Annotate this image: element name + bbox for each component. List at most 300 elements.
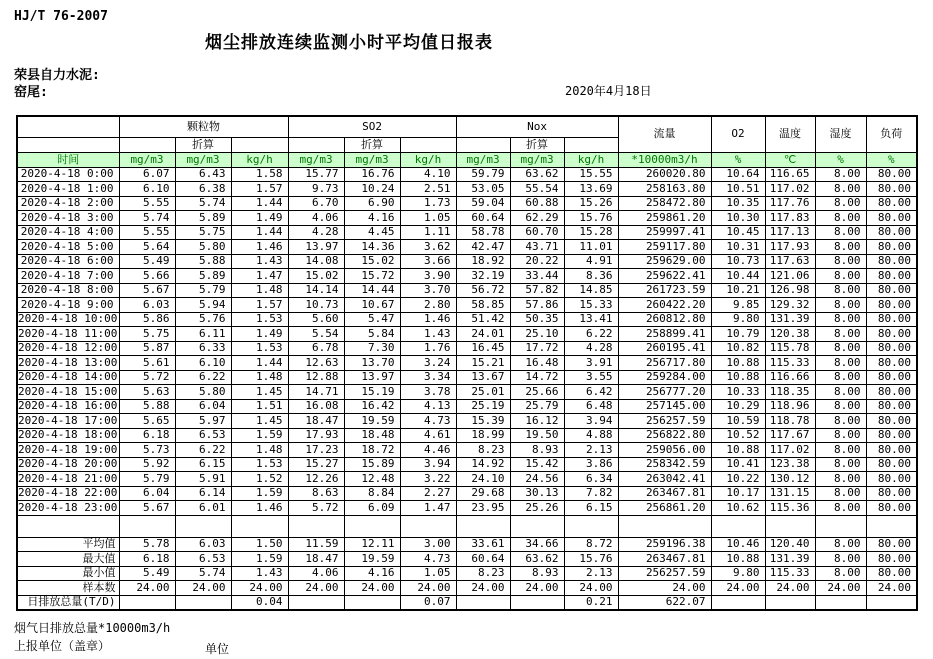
value-cell: 117.93 bbox=[765, 240, 815, 255]
value-cell: 258163.80 bbox=[618, 182, 711, 197]
value-cell: 59.04 bbox=[456, 196, 510, 211]
summary-value-cell: 80.00 bbox=[866, 566, 917, 581]
blank-cell bbox=[400, 515, 456, 537]
summary-label: 日排放总量(T/D) bbox=[17, 595, 119, 610]
value-cell: 121.06 bbox=[765, 269, 815, 284]
company-name: 荣县自力水泥: bbox=[14, 68, 100, 83]
summary-value-cell: 1.59 bbox=[231, 552, 288, 567]
blank-cell bbox=[564, 515, 618, 537]
summary-value-cell: 18.47 bbox=[288, 552, 344, 567]
value-cell: 115.33 bbox=[765, 356, 815, 371]
summary-value-cell: 8.00 bbox=[815, 552, 866, 567]
value-cell: 6.03 bbox=[119, 298, 175, 313]
value-cell: 15.72 bbox=[344, 269, 400, 284]
summary-value-cell: 6.03 bbox=[175, 537, 231, 552]
summary-value-cell: 120.40 bbox=[765, 537, 815, 552]
value-cell: 5.74 bbox=[175, 196, 231, 211]
value-cell: 14.92 bbox=[456, 457, 510, 472]
summary-value-cell: 3.00 bbox=[400, 537, 456, 552]
value-cell: 6.38 bbox=[175, 182, 231, 197]
value-cell: 5.94 bbox=[175, 298, 231, 313]
value-cell: 5.80 bbox=[175, 385, 231, 400]
value-cell: 6.70 bbox=[288, 196, 344, 211]
value-cell: 117.67 bbox=[765, 428, 815, 443]
value-cell: 1.53 bbox=[231, 341, 288, 356]
value-cell: 6.04 bbox=[175, 399, 231, 414]
value-cell: 7.82 bbox=[564, 486, 618, 501]
value-cell: 1.44 bbox=[231, 196, 288, 211]
value-cell: 15.55 bbox=[564, 167, 618, 182]
value-cell: 126.98 bbox=[765, 283, 815, 298]
value-cell: 261723.59 bbox=[618, 283, 711, 298]
summary-row bbox=[17, 566, 917, 581]
value-cell: 5.97 bbox=[175, 414, 231, 429]
table-row bbox=[17, 269, 917, 284]
summary-value-cell: 24.00 bbox=[231, 581, 288, 596]
value-cell: 10.73 bbox=[711, 254, 765, 269]
value-cell: 8.00 bbox=[815, 327, 866, 342]
summary-value-cell: 8.23 bbox=[456, 566, 510, 581]
table-row bbox=[17, 414, 917, 429]
summary-value-cell: 63.62 bbox=[510, 552, 564, 567]
header-group-0: 颗粒物 bbox=[119, 116, 288, 137]
value-cell: 5.55 bbox=[119, 196, 175, 211]
time-cell: 2020-4-18 10:00 bbox=[18, 312, 118, 326]
value-cell: 14.85 bbox=[564, 283, 618, 298]
value-cell: 19.59 bbox=[344, 414, 400, 429]
value-cell: 5.63 bbox=[119, 385, 175, 400]
value-cell: 1.53 bbox=[231, 312, 288, 327]
value-cell: 120.38 bbox=[765, 327, 815, 342]
value-cell: 15.26 bbox=[564, 196, 618, 211]
value-cell: 16.48 bbox=[510, 356, 564, 371]
value-cell: 8.00 bbox=[815, 211, 866, 226]
summary-value-cell: 80.00 bbox=[866, 537, 917, 552]
value-cell: 30.13 bbox=[510, 486, 564, 501]
value-cell: 1.47 bbox=[231, 269, 288, 284]
value-cell: 8.00 bbox=[815, 167, 866, 182]
summary-value-cell bbox=[175, 595, 231, 610]
value-cell: 15.33 bbox=[564, 298, 618, 313]
header-unit-0: mg/m3 bbox=[119, 152, 175, 167]
value-cell: 129.32 bbox=[765, 298, 815, 313]
value-cell: 15.77 bbox=[288, 167, 344, 182]
value-cell: 1.59 bbox=[231, 428, 288, 443]
table-row bbox=[17, 356, 917, 371]
value-cell: 3.24 bbox=[400, 356, 456, 371]
value-cell: 8.63 bbox=[288, 486, 344, 501]
value-cell: 16.45 bbox=[456, 341, 510, 356]
summary-value-cell: 10.88 bbox=[711, 552, 765, 567]
blank-cell bbox=[618, 515, 711, 537]
footer-flue-total: 烟气日排放总量*10000m3/h bbox=[14, 621, 171, 635]
header-unit-13: % bbox=[866, 152, 917, 167]
value-cell: 259117.80 bbox=[618, 240, 711, 255]
value-cell: 58.85 bbox=[456, 298, 510, 313]
value-cell: 10.17 bbox=[711, 486, 765, 501]
blank-cell bbox=[175, 515, 231, 537]
summary-value-cell: 33.61 bbox=[456, 537, 510, 552]
value-cell: 10.79 bbox=[711, 327, 765, 342]
summary-value-cell: 4.06 bbox=[288, 566, 344, 581]
value-cell: 16.12 bbox=[510, 414, 564, 429]
value-cell: 80.00 bbox=[866, 196, 917, 211]
summary-value-cell: 1.05 bbox=[400, 566, 456, 581]
value-cell: 80.00 bbox=[866, 486, 917, 501]
header-single-3: 湿度 bbox=[815, 116, 866, 152]
value-cell: 15.39 bbox=[456, 414, 510, 429]
value-cell: 10.88 bbox=[711, 356, 765, 371]
value-cell: 80.00 bbox=[866, 370, 917, 385]
table-row bbox=[17, 196, 917, 211]
summary-value-cell bbox=[119, 595, 175, 610]
footer-unit: 单位 bbox=[205, 642, 230, 656]
value-cell: 4.13 bbox=[400, 399, 456, 414]
value-cell: 1.53 bbox=[231, 457, 288, 472]
value-cell: 1.45 bbox=[231, 385, 288, 400]
value-cell: 256861.20 bbox=[618, 501, 711, 516]
value-cell: 17.93 bbox=[288, 428, 344, 443]
value-cell: 8.00 bbox=[815, 298, 866, 313]
summary-value-cell: 19.59 bbox=[344, 552, 400, 567]
summary-value-cell: 256257.59 bbox=[618, 566, 711, 581]
value-cell: 3.55 bbox=[564, 370, 618, 385]
value-cell: 8.00 bbox=[815, 356, 866, 371]
header-sub-blank bbox=[119, 137, 175, 152]
value-cell: 260020.80 bbox=[618, 167, 711, 182]
value-cell: 3.90 bbox=[400, 269, 456, 284]
value-cell: 10.41 bbox=[711, 457, 765, 472]
value-cell: 118.96 bbox=[765, 399, 815, 414]
value-cell: 258472.80 bbox=[618, 196, 711, 211]
value-cell: 6.15 bbox=[564, 501, 618, 516]
table-row bbox=[17, 341, 917, 356]
value-cell: 8.00 bbox=[815, 428, 866, 443]
page-title: 烟尘排放连续监测小时平均值日报表 bbox=[205, 33, 493, 53]
blank-cell bbox=[456, 515, 510, 537]
value-cell: 8.00 bbox=[815, 414, 866, 429]
time-cell: 2020-4-18 12:00 bbox=[18, 341, 118, 355]
table-row bbox=[17, 472, 917, 487]
value-cell: 33.44 bbox=[510, 269, 564, 284]
value-cell: 1.48 bbox=[231, 370, 288, 385]
summary-value-cell: 24.00 bbox=[711, 581, 765, 596]
value-cell: 123.38 bbox=[765, 457, 815, 472]
header-unit-6: mg/m3 bbox=[456, 152, 510, 167]
value-cell: 42.47 bbox=[456, 240, 510, 255]
time-cell: 2020-4-18 21:00 bbox=[18, 471, 118, 485]
blank-cell bbox=[711, 515, 765, 537]
value-cell: 10.35 bbox=[711, 196, 765, 211]
value-cell: 117.02 bbox=[765, 443, 815, 458]
summary-value-cell: 263467.81 bbox=[618, 552, 711, 567]
value-cell: 1.47 bbox=[400, 501, 456, 516]
value-cell: 257145.00 bbox=[618, 399, 711, 414]
value-cell: 55.54 bbox=[510, 182, 564, 197]
value-cell: 14.08 bbox=[288, 254, 344, 269]
blank-cell bbox=[765, 515, 815, 537]
value-cell: 7.30 bbox=[344, 341, 400, 356]
header-unit-8: kg/h bbox=[564, 152, 618, 167]
summary-value-cell: 24.00 bbox=[344, 581, 400, 596]
value-cell: 60.88 bbox=[510, 196, 564, 211]
value-cell: 6.22 bbox=[175, 370, 231, 385]
value-cell: 5.88 bbox=[175, 254, 231, 269]
value-cell: 16.42 bbox=[344, 399, 400, 414]
summary-label: 平均值 bbox=[17, 537, 119, 552]
summary-label: 样本数 bbox=[17, 581, 119, 596]
summary-value-cell: 24.00 bbox=[866, 581, 917, 596]
value-cell: 14.14 bbox=[288, 283, 344, 298]
value-cell: 258899.41 bbox=[618, 327, 711, 342]
value-cell: 115.78 bbox=[765, 341, 815, 356]
time-cell: 2020-4-18 20:00 bbox=[18, 457, 118, 471]
value-cell: 4.91 bbox=[564, 254, 618, 269]
value-cell: 8.84 bbox=[344, 486, 400, 501]
blank-cell bbox=[119, 515, 175, 537]
summary-value-cell: 24.00 bbox=[288, 581, 344, 596]
value-cell: 8.00 bbox=[815, 225, 866, 240]
value-cell: 17.23 bbox=[288, 443, 344, 458]
value-cell: 2.51 bbox=[400, 182, 456, 197]
summary-label: 最大值 bbox=[17, 552, 119, 567]
summary-value-cell bbox=[765, 595, 815, 610]
value-cell: 23.95 bbox=[456, 501, 510, 516]
value-cell: 60.70 bbox=[510, 225, 564, 240]
value-cell: 18.99 bbox=[456, 428, 510, 443]
summary-value-cell: 34.66 bbox=[510, 537, 564, 552]
summary-value-cell: 1.43 bbox=[231, 566, 288, 581]
summary-value-cell: 4.16 bbox=[344, 566, 400, 581]
value-cell: 25.26 bbox=[510, 501, 564, 516]
value-cell: 3.62 bbox=[400, 240, 456, 255]
value-cell: 80.00 bbox=[866, 457, 917, 472]
value-cell: 259997.41 bbox=[618, 225, 711, 240]
value-cell: 15.02 bbox=[288, 269, 344, 284]
value-cell: 3.34 bbox=[400, 370, 456, 385]
value-cell: 5.89 bbox=[175, 211, 231, 226]
time-cell: 2020-4-18 2:00 bbox=[17, 196, 119, 211]
value-cell: 6.04 bbox=[119, 486, 175, 501]
value-cell: 5.75 bbox=[119, 327, 175, 342]
value-cell: 14.44 bbox=[344, 283, 400, 298]
value-cell: 1.44 bbox=[231, 356, 288, 371]
header-unit-9: *10000m3/h bbox=[618, 152, 711, 167]
value-cell: 3.78 bbox=[400, 385, 456, 400]
value-cell: 260422.20 bbox=[618, 298, 711, 313]
blank-cell bbox=[344, 515, 400, 537]
summary-value-cell: 115.33 bbox=[765, 566, 815, 581]
header-time-label: 时间 bbox=[17, 152, 119, 167]
value-cell: 5.72 bbox=[119, 370, 175, 385]
value-cell: 5.73 bbox=[119, 443, 175, 458]
value-cell: 8.00 bbox=[815, 457, 866, 472]
value-cell: 15.42 bbox=[510, 457, 564, 472]
table-row bbox=[17, 443, 917, 458]
value-cell: 10.64 bbox=[711, 167, 765, 182]
value-cell: 14.72 bbox=[510, 370, 564, 385]
value-cell: 10.44 bbox=[711, 269, 765, 284]
value-cell: 6.78 bbox=[288, 341, 344, 356]
summary-row bbox=[17, 552, 917, 567]
spacer-row bbox=[17, 515, 917, 537]
summary-value-cell: 24.00 bbox=[765, 581, 815, 596]
table-row bbox=[17, 428, 917, 443]
value-cell: 80.00 bbox=[866, 356, 917, 371]
value-cell: 5.79 bbox=[119, 472, 175, 487]
value-cell: 116.66 bbox=[765, 370, 815, 385]
value-cell: 10.73 bbox=[288, 298, 344, 313]
value-cell: 117.02 bbox=[765, 182, 815, 197]
time-cell: 2020-4-18 19:00 bbox=[18, 442, 118, 456]
value-cell: 13.67 bbox=[456, 370, 510, 385]
summary-value-cell: 5.74 bbox=[175, 566, 231, 581]
value-cell: 8.00 bbox=[815, 385, 866, 400]
time-cell: 2020-4-18 3:00 bbox=[17, 211, 119, 226]
blank-cell bbox=[866, 515, 917, 537]
summary-value-cell: 1.50 bbox=[231, 537, 288, 552]
value-cell: 5.47 bbox=[344, 312, 400, 327]
value-cell: 80.00 bbox=[866, 167, 917, 182]
value-cell: 8.00 bbox=[815, 196, 866, 211]
time-cell: 2020-4-18 6:00 bbox=[17, 254, 119, 269]
header-unit-10: % bbox=[711, 152, 765, 167]
value-cell: 8.00 bbox=[815, 254, 866, 269]
report-table bbox=[16, 115, 918, 611]
header-time-blank bbox=[17, 116, 119, 137]
summary-value-cell: 11.59 bbox=[288, 537, 344, 552]
value-cell: 5.75 bbox=[175, 225, 231, 240]
value-cell: 6.42 bbox=[564, 385, 618, 400]
value-cell: 3.22 bbox=[400, 472, 456, 487]
value-cell: 58.78 bbox=[456, 225, 510, 240]
summary-value-cell: 8.93 bbox=[510, 566, 564, 581]
value-cell: 5.67 bbox=[119, 501, 175, 516]
value-cell: 80.00 bbox=[866, 443, 917, 458]
summary-value-cell: 24.00 bbox=[510, 581, 564, 596]
value-cell: 10.22 bbox=[711, 472, 765, 487]
blank-cell bbox=[17, 515, 119, 537]
table-row bbox=[17, 283, 917, 298]
value-cell: 8.00 bbox=[815, 341, 866, 356]
time-cell: 2020-4-18 0:00 bbox=[17, 167, 119, 182]
value-cell: 16.08 bbox=[288, 399, 344, 414]
summary-value-cell: 24.00 bbox=[175, 581, 231, 596]
summary-value-cell: 8.00 bbox=[815, 566, 866, 581]
value-cell: 2.80 bbox=[400, 298, 456, 313]
table-row bbox=[17, 370, 917, 385]
summary-value-cell: 80.00 bbox=[866, 552, 917, 567]
value-cell: 25.79 bbox=[510, 399, 564, 414]
value-cell: 1.48 bbox=[231, 443, 288, 458]
value-cell: 4.46 bbox=[400, 443, 456, 458]
header-single-4: 负荷 bbox=[866, 116, 917, 152]
table-row bbox=[17, 312, 917, 327]
summary-row bbox=[17, 537, 917, 552]
time-cell: 2020-4-18 18:00 bbox=[18, 428, 118, 442]
value-cell: 9.73 bbox=[288, 182, 344, 197]
value-cell: 14.36 bbox=[344, 240, 400, 255]
value-cell: 9.85 bbox=[711, 298, 765, 313]
header-time-blank2 bbox=[17, 137, 119, 152]
value-cell: 6.15 bbox=[175, 457, 231, 472]
summary-value-cell bbox=[815, 595, 866, 610]
value-cell: 10.31 bbox=[711, 240, 765, 255]
table-row bbox=[17, 298, 917, 313]
value-cell: 1.76 bbox=[400, 341, 456, 356]
table-row bbox=[17, 225, 917, 240]
value-cell: 260195.41 bbox=[618, 341, 711, 356]
value-cell: 10.82 bbox=[711, 341, 765, 356]
value-cell: 118.35 bbox=[765, 385, 815, 400]
value-cell: 263467.81 bbox=[618, 486, 711, 501]
time-cell: 2020-4-18 5:00 bbox=[17, 240, 119, 255]
header-unit-2: kg/h bbox=[231, 152, 288, 167]
header-single-0: 流量 bbox=[618, 116, 711, 152]
value-cell: 5.49 bbox=[119, 254, 175, 269]
time-cell: 2020-4-18 17:00 bbox=[18, 413, 118, 427]
value-cell: 258342.59 bbox=[618, 457, 711, 472]
summary-value-cell bbox=[344, 595, 400, 610]
value-cell: 1.49 bbox=[231, 327, 288, 342]
value-cell: 50.35 bbox=[510, 312, 564, 327]
summary-value-cell: 131.39 bbox=[765, 552, 815, 567]
value-cell: 15.27 bbox=[288, 457, 344, 472]
value-cell: 1.52 bbox=[231, 472, 288, 487]
table-row bbox=[17, 486, 917, 501]
value-cell: 8.00 bbox=[815, 312, 866, 327]
value-cell: 24.01 bbox=[456, 327, 510, 342]
value-cell: 8.00 bbox=[815, 269, 866, 284]
summary-value-cell: 4.73 bbox=[400, 552, 456, 567]
value-cell: 10.33 bbox=[711, 385, 765, 400]
value-cell: 5.65 bbox=[119, 414, 175, 429]
location-label: 窑尾: bbox=[14, 85, 48, 100]
table-row bbox=[17, 182, 917, 197]
summary-value-cell: 259196.38 bbox=[618, 537, 711, 552]
value-cell: 4.10 bbox=[400, 167, 456, 182]
value-cell: 3.86 bbox=[564, 457, 618, 472]
value-cell: 80.00 bbox=[866, 428, 917, 443]
value-cell: 6.43 bbox=[175, 167, 231, 182]
table-row bbox=[17, 385, 917, 400]
header-unit-4: mg/m3 bbox=[344, 152, 400, 167]
value-cell: 4.61 bbox=[400, 428, 456, 443]
value-cell: 1.49 bbox=[231, 211, 288, 226]
summary-value-cell bbox=[288, 595, 344, 610]
value-cell: 10.51 bbox=[711, 182, 765, 197]
value-cell: 3.94 bbox=[564, 414, 618, 429]
value-cell: 17.72 bbox=[510, 341, 564, 356]
time-cell: 2020-4-18 7:00 bbox=[17, 269, 119, 284]
value-cell: 263042.41 bbox=[618, 472, 711, 487]
value-cell: 15.02 bbox=[344, 254, 400, 269]
summary-value-cell: 60.64 bbox=[456, 552, 510, 567]
value-cell: 25.10 bbox=[510, 327, 564, 342]
value-cell: 10.88 bbox=[711, 443, 765, 458]
header-sub-blank bbox=[400, 137, 456, 152]
value-cell: 29.68 bbox=[456, 486, 510, 501]
value-cell: 3.70 bbox=[400, 283, 456, 298]
value-cell: 4.06 bbox=[288, 211, 344, 226]
summary-value-cell: 8.00 bbox=[815, 537, 866, 552]
value-cell: 18.92 bbox=[456, 254, 510, 269]
value-cell: 3.66 bbox=[400, 254, 456, 269]
table-row bbox=[17, 457, 917, 472]
value-cell: 2.13 bbox=[564, 443, 618, 458]
value-cell: 15.21 bbox=[456, 356, 510, 371]
value-cell: 259861.20 bbox=[618, 211, 711, 226]
